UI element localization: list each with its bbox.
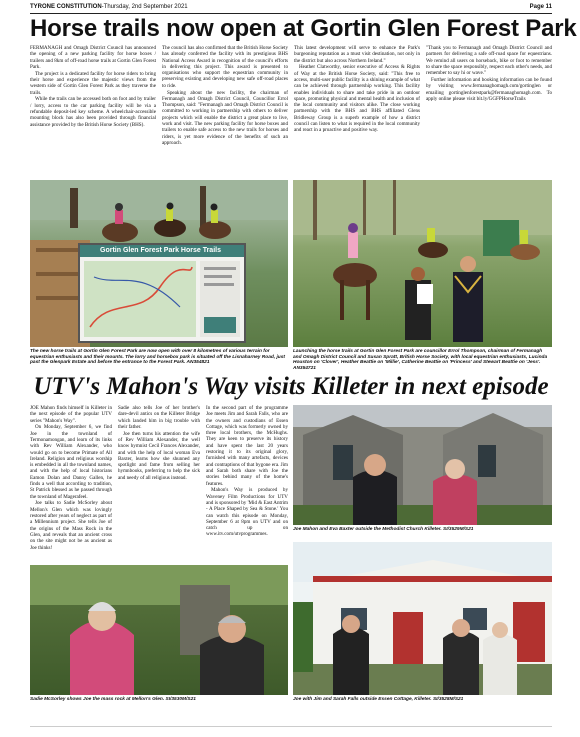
photo-scene [30,565,288,695]
page-number: Page 11 [529,4,552,10]
caption-left: The new horse trails at Gortin Glen Forest Park are now open with over 8 kilometres of various terrain for equestrian enthusiasts and their mounts. The lorry and horsebox park is situated off the Lisnaharney Road, just past the Glenpark Estate and before the entrance to the Forest Park. AN354821 [30,349,285,366]
article1-col-3 [294,45,420,177]
paragraph: Joe then turns his attention the wife of Rev William Alexander, the well know hymnist Cecil Frances Alexander, and with the help of local woman Eva Baxter, learns how she shunned any spotlight and fame from selling her hymnbooks, preferring to help the sick and needy of all religious instead. [118,430,200,481]
paragraph: This latest development will serve to enhance the Park's burgeoning reputation as a must visit destination, not only in the district but also across Northern Ireland." [294,45,420,64]
paragraph: In the second part of the programme Joe meets Jim and Sarah Falls, who are the owners and custodians of Essen Cottage, which was formerly owned by three local brothers, the McHughs. They are keen to preserve its history and have spent the last 20 years restoring it to its original glory, furnished with many artefacts, devices and contraptions of that bygone era. Jim and Sarah both share with Joe the stories behind many of the home's features. [206,405,288,487]
article1-col-1 [30,45,156,177]
photo-scene [293,405,552,525]
paragraph: The council has also confirmed that the British Horse Society has already conferred the facility with its prestigious BHS National Access Award in recognition of the council's efforts in delivering this project. This award is presented to organisations who support the equestrian community in preserving existing and developing new safe off-road places to ride. [162,45,288,89]
photo-horse-trails-sign [30,180,288,347]
article2-col-1 [30,405,112,561]
paragraph: While the trails can be accessed both on foot and by trailer / lorry, access to the car parking facility will be via a refundable deposit-led key scheme. A wheelchair-accessible mounting block has also been provided through financial assistance provided by the British Horse Society (BHS). [30,96,156,128]
paragraph: Joe talks to Sadie McSorley about Mellon's Glen which was lovingly restored after years of neglect as part of a Millennium project. She tells Joe of the origins of the Mass Rock in the Glen, and reveals that an ancient cross on the site might not be as ancient as Joe thinks! [30,500,112,551]
trail-map [80,257,244,341]
trail-map-sign [78,243,246,343]
masthead [30,4,552,14]
photo-essen-cottage [293,542,552,695]
article2-col-3 [206,405,288,580]
paragraph: Mahon's Way is produced by Waveney Film Productions for UTV and is sponsored by 'Mid & East Antrim - A Place Shaped by Sea & Stone.' You can watch this episode on Monday, September 6 at 8pm on UTV and on catch up on www.itv.com/utvprogrammes. [206,487,288,538]
page-bottom-rule [30,726,552,727]
caption-sadie: Sadie McSorley shows Joe the mass rock at Mellon's Glen. SI/3530M/S21 [30,697,196,702]
paragraph: Speaking about the new facility, the chairman of Fermanagh and Omagh District Council, Councillor Errol Thompson, said: "Fermanagh and Omagh District Council is committed to working in partnership with others to deliver projects which will enable the district a great place to live, work and visit. The new parking facility for horse boxes and trailers to enable safe access to the new trails for horses and riders, is yet more evidence of the benefits of such an approach. [162,89,288,146]
paper-name: TYRONE CONSTITUTION [30,4,102,10]
article2-col-2 [118,405,200,561]
article1-col-2 [162,45,288,177]
photo-scene [293,542,552,695]
issue-date: -Thursday, 2nd September 2021 [101,4,188,10]
paragraph: On Monday, September 6, we find Joe in the townland of Termonamongan, and learn of its links with Rev William Alexander, who would go on to become Primate of All Ireland. Religion and religious worship is embedded in all the townland names, and with the help of local historians Eamon Dolan and Danny Gallen, he finds a well that according to tradition, St Patrick blessed as he passed through the townland of Magerafeel. [30,424,112,500]
article1-col-4 [426,45,552,177]
photo-scene [293,180,552,347]
paragraph: Sadie also tells Joe of her brother's dare-devil antics on the Killeter Bridge which landed him in big trouble with their father. [118,405,200,430]
article1-body [30,45,552,177]
caption-church: Joe Mahon and Eva Baxter outside the Methodist Church Killeter. SI/3529M/S21 [293,527,474,532]
photo-mass-rock [30,565,288,695]
photo-trails-launch [293,180,552,347]
paragraph: Further information and booking information can be found by visiting www.fermanaghomagh.com/gortinglen or emailing gortinglenforestpark@fermanaghomagh.com. To apply online please visit bit.ly/GGFPHorseTrails [426,76,552,102]
paragraph: Heather Clatworthy, senior executive of Access & Rights of Way at the British Horse Society, said: "This free to access, multi-user public facility is a shining example of what can be achieved through partnership working. This facility enables individuals to share and take pride in an outdoor space, promoting physical and mental health and inclusion of the local community and visitors alike. The close working partnership with the BHS and BHS affiliated Glens Bridleway Group is a superb example of how a district council can listen to what is required in the local community and react in a proactive and positive way. [294,64,420,134]
caption-cottage: Joe with Jim and Sarah Falls outside Essen Cottage, Killeter. SI/3528M/S21 [293,697,464,702]
paragraph: "Thank you to Fermanagh and Omagh District Council and partners for delivering a safe off-road space for equestrians. We remind all users on horseback, bike or foot to remember to share the space responsibly, respect each other's needs, and remember to say hi or wave." [426,45,552,77]
sign-title: Gortin Glen Forest Park Horse Trails [80,245,244,257]
article1-headline: Horse trails now open at Gortin Glen Forest Park [30,15,577,42]
paragraph: JOE Mahon finds himself in Killeter in the next episode of the popular UTV series "Mahon's Way". [30,405,112,424]
caption-right: Launching the horse trails at Gortin Glen Forest Park are councillor Errol Thompson, chairman of Fermanagh and Omagh District Council and Susan Spratt, British Horse Society, with local equestrian enthusiasts, Lucinda Houston on 'Clover', Heather Beattie on 'Millie', Catherine Beattie on 'Princess' and Stewart Beattie on 'Jess'. AN354721 [293,349,548,371]
paragraph: FERMANAGH and Omagh District Council has announced the opening of a new parking facility for horse boxes / trailers and 8km of off-road horse trails at Gortin Glen Forest Park. [30,45,156,70]
article2-headline: UTV's Mahon's Way visits Killeter in next episode [33,373,549,400]
photo-methodist-church [293,405,552,525]
paragraph: The project is a dedicated facility for horse riders to bring their horse and experience the majestic views from the western side of Gortin Glen Forest Park as they traverse the trails. [30,70,156,96]
